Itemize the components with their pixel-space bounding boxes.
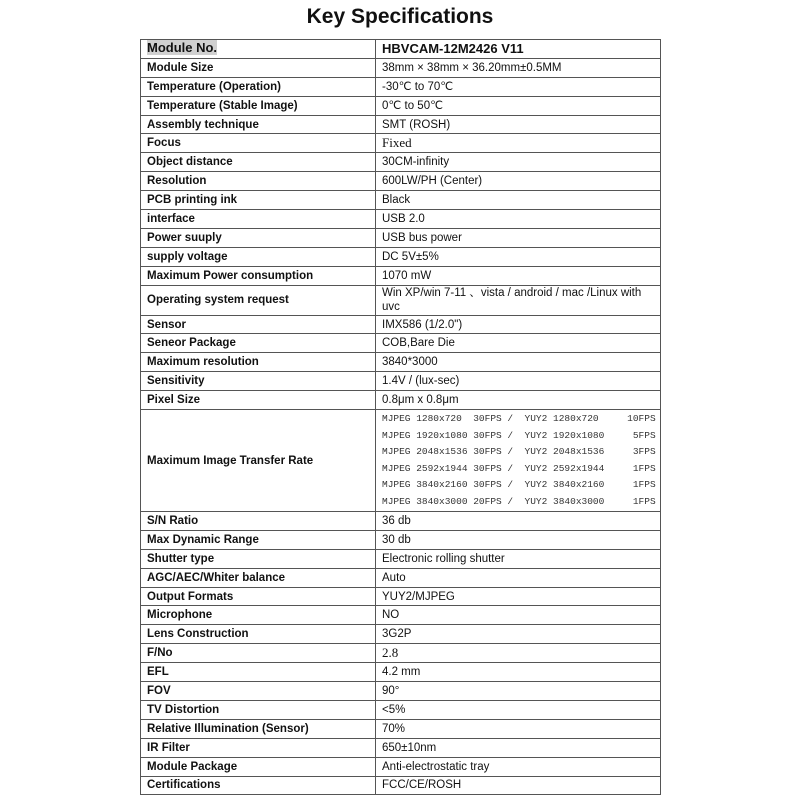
spec-row <box>141 134 661 153</box>
spec-key-label: Output Formats <box>147 590 234 603</box>
spec-value: Anti-electrostatic tray <box>376 757 661 776</box>
spec-key <box>141 606 376 625</box>
spec-key <box>141 530 376 549</box>
spec-key-label: Microphone <box>147 609 213 622</box>
spec-row <box>141 738 661 757</box>
spec-value: DC 5V±5% <box>376 247 661 266</box>
spec-key-label: Module Size <box>147 61 214 74</box>
spec-key <box>141 153 376 172</box>
spec-row <box>141 682 661 701</box>
spec-value: 1070 mW <box>376 266 661 285</box>
spec-row <box>141 334 661 353</box>
spec-key <box>141 77 376 96</box>
spec-key-label: Seneor Package <box>147 337 236 350</box>
spec-key <box>141 228 376 247</box>
spec-value: 600LW/PH (Center) <box>376 172 661 191</box>
spec-key-label: FOV <box>147 684 171 697</box>
spec-key <box>141 134 376 153</box>
spec-value: 30CM-infinity <box>376 153 661 172</box>
spec-key-label: Temperature (Stable Image) <box>147 99 298 112</box>
spec-row <box>141 512 661 531</box>
spec-row <box>141 115 661 134</box>
spec-value: IMX586 (1/2.0") <box>376 315 661 334</box>
spec-row <box>141 663 661 682</box>
spec-value: 0.8μm x 0.8μm <box>376 391 661 410</box>
spec-key-label: Focus <box>147 137 181 150</box>
spec-row <box>141 228 661 247</box>
spec-value: 1.4V / (lux-sec) <box>376 372 661 391</box>
spec-key <box>141 372 376 391</box>
spec-key <box>141 738 376 757</box>
spec-row <box>141 391 661 410</box>
spec-value <box>376 410 661 512</box>
spec-key-label: AGC/AEC/Whiter balance <box>147 571 286 584</box>
spec-key-label: Maximum Image Transfer Rate <box>147 454 314 467</box>
spec-row <box>141 410 661 512</box>
transfer-rate-line: MJPEG 1280x720 30FPS / YUY2 1280x720 10FPS <box>382 413 656 425</box>
spec-key <box>141 210 376 229</box>
spec-key-label: Resolution <box>147 175 207 188</box>
spec-row <box>141 77 661 96</box>
spec-key-label: Shutter type <box>147 552 215 565</box>
spec-value: 38mm × 38mm × 36.20mm±0.5MM <box>376 58 661 77</box>
spec-key-label: PCB printing ink <box>147 194 238 207</box>
spec-value: 3840*3000 <box>376 353 661 372</box>
spec-value: 4.2 mm <box>376 663 661 682</box>
spec-key-label: Operating system request <box>147 294 289 307</box>
spec-row <box>141 247 661 266</box>
page-title: Key Specifications <box>306 5 494 28</box>
spec-row <box>141 191 661 210</box>
spec-key <box>141 757 376 776</box>
spec-key-label: F/No <box>147 647 173 660</box>
spec-row <box>141 606 661 625</box>
spec-key <box>141 191 376 210</box>
spec-row <box>141 530 661 549</box>
spec-value: USB 2.0 <box>376 210 661 229</box>
spec-key <box>141 776 376 795</box>
spec-value: Auto <box>376 568 661 587</box>
spec-key-label: interface <box>147 212 195 225</box>
spec-value: COB,Bare Die <box>376 334 661 353</box>
spec-value: Black <box>376 191 661 210</box>
spec-value: YUY2/MJPEG <box>376 587 661 606</box>
spec-row <box>141 58 661 77</box>
spec-row <box>141 625 661 644</box>
spec-row <box>141 644 661 663</box>
spec-value: HBVCAM-12M2426 V11 <box>376 40 661 59</box>
spec-key <box>141 172 376 191</box>
spec-key <box>141 115 376 134</box>
spec-key-label: Module Package <box>147 760 238 773</box>
transfer-rate-line: MJPEG 3840x3000 20FPS / YUY2 3840x3000 1FPS <box>382 495 656 507</box>
spec-value: Fixed <box>376 134 661 153</box>
transfer-rate-line: MJPEG 2048x1536 30FPS / YUY2 2048x1536 3FPS <box>382 446 656 458</box>
spec-row <box>141 315 661 334</box>
spec-row <box>141 266 661 285</box>
spec-key <box>141 334 376 353</box>
transfer-rate-line: MJPEG 1920x1080 30FPS / YUY2 1920x1080 5FPS <box>382 429 656 441</box>
spec-key-label: Certifications <box>147 779 221 792</box>
spec-value: Win XP/win 7-11 、vista / android / mac /Linux with uvc <box>376 285 661 315</box>
spec-key-label: Module No. <box>147 40 218 56</box>
spec-key-label: Max Dynamic Range <box>147 533 259 546</box>
spec-key <box>141 587 376 606</box>
spec-key-label: Lens Construction <box>147 628 249 641</box>
spec-value: 0℃ to 50℃ <box>376 96 661 115</box>
spec-key <box>141 410 376 512</box>
spec-key-label: Temperature (Operation) <box>147 80 281 93</box>
spec-value: FCC/CE/ROSH <box>376 776 661 795</box>
spec-key <box>141 682 376 701</box>
spec-key-label: TV Distortion <box>147 703 220 716</box>
spec-row <box>141 776 661 795</box>
spec-row <box>141 353 661 372</box>
spec-key-label: Relative Illumination (Sensor) <box>147 722 309 735</box>
spec-row <box>141 40 661 59</box>
spec-row <box>141 568 661 587</box>
spec-value: 36 db <box>376 512 661 531</box>
spec-table <box>140 39 661 795</box>
spec-row <box>141 587 661 606</box>
spec-value: 70% <box>376 719 661 738</box>
spec-key-label: Maximum resolution <box>147 356 259 369</box>
spec-key <box>141 315 376 334</box>
spec-key <box>141 353 376 372</box>
spec-key <box>141 96 376 115</box>
spec-key-label: Pixel Size <box>147 394 201 407</box>
spec-value: 2.8 <box>376 644 661 663</box>
spec-key <box>141 391 376 410</box>
spec-key <box>141 285 376 315</box>
spec-key-label: S/N Ratio <box>147 514 199 527</box>
spec-value: 3G2P <box>376 625 661 644</box>
transfer-rate-line: MJPEG 3840x2160 30FPS / YUY2 3840x2160 1FPS <box>382 479 656 491</box>
spec-value: SMT (ROSH) <box>376 115 661 134</box>
spec-key-label: Sensitivity <box>147 375 205 388</box>
spec-key <box>141 549 376 568</box>
spec-key <box>141 663 376 682</box>
spec-key-label: IR Filter <box>147 741 190 754</box>
spec-value: -30℃ to 70℃ <box>376 77 661 96</box>
spec-key-label: Sensor <box>147 318 186 331</box>
spec-value: 650±10nm <box>376 738 661 757</box>
spec-key-label: Assembly technique <box>147 118 259 131</box>
spec-row <box>141 285 661 315</box>
spec-value: NO <box>376 606 661 625</box>
spec-value: Electronic rolling shutter <box>376 549 661 568</box>
spec-row <box>141 210 661 229</box>
spec-key <box>141 719 376 738</box>
spec-row <box>141 719 661 738</box>
spec-key <box>141 644 376 663</box>
spec-value: USB bus power <box>376 228 661 247</box>
spec-value: 90° <box>376 682 661 701</box>
spec-key-label: supply voltage <box>147 250 228 263</box>
spec-row <box>141 153 661 172</box>
spec-key <box>141 247 376 266</box>
spec-key <box>141 58 376 77</box>
spec-value: <5% <box>376 700 661 719</box>
spec-row <box>141 700 661 719</box>
spec-row <box>141 549 661 568</box>
spec-row <box>141 757 661 776</box>
spec-row <box>141 372 661 391</box>
spec-row <box>141 172 661 191</box>
spec-key-label: Power suuply <box>147 231 222 244</box>
transfer-rate-line: MJPEG 2592x1944 30FPS / YUY2 2592x1944 1FPS <box>382 462 656 474</box>
spec-key <box>141 568 376 587</box>
spec-key <box>141 40 376 59</box>
spec-key <box>141 512 376 531</box>
spec-key <box>141 625 376 644</box>
spec-key-label: EFL <box>147 666 169 679</box>
spec-key-label: Object distance <box>147 156 233 169</box>
spec-row <box>141 96 661 115</box>
spec-key <box>141 266 376 285</box>
spec-key <box>141 700 376 719</box>
spec-key-label: Maximum Power consumption <box>147 269 314 282</box>
spec-value: 30 db <box>376 530 661 549</box>
